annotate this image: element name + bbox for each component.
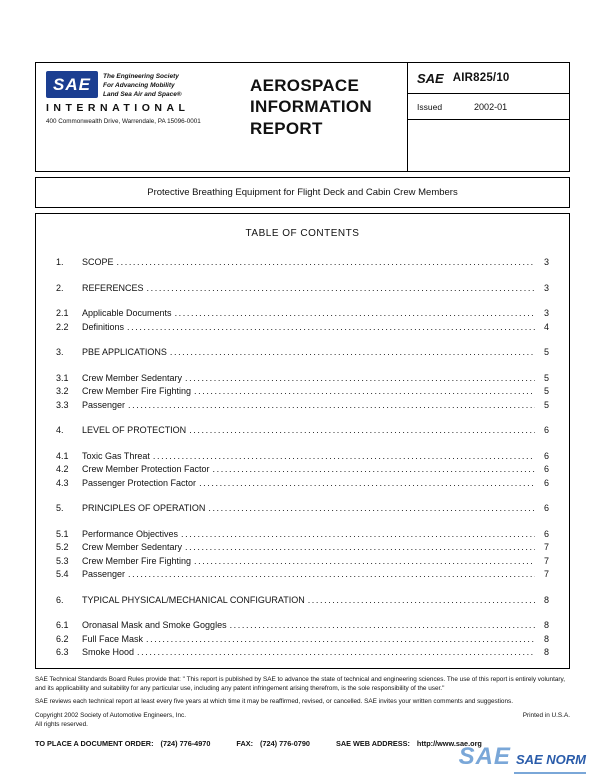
toc-entry-number: 5. [56, 503, 64, 513]
toc-entry-label: Oronasal Mask and Smoke Goggles [82, 620, 227, 630]
fax-number: (724) 776-0790 [260, 739, 310, 749]
sae-norm-mark-icon: SAE [458, 743, 511, 770]
toc-group [56, 424, 549, 438]
toc-entry [56, 424, 549, 438]
issued-label: Issued [417, 101, 443, 112]
toc-group [56, 282, 549, 296]
sae-logo-icon [46, 71, 98, 98]
toc-entry-number: 6. [56, 594, 64, 605]
document-content [35, 62, 570, 669]
toc-entry-number: 6.3 [56, 647, 69, 657]
toc-dot-leader [199, 477, 535, 491]
toc-entry [56, 568, 549, 582]
toc-entry-label: Performance Objectives [82, 528, 179, 539]
toc-group [56, 594, 549, 608]
toc-entry-page: 6 [543, 425, 549, 435]
toc-group [56, 619, 549, 660]
toc-entry-number: 5.3 [56, 555, 69, 566]
toc-entry [56, 477, 549, 491]
toc-entry-number: 2. [56, 282, 64, 293]
toc-entry [56, 399, 549, 413]
table-of-contents [35, 213, 570, 669]
toc-entry [56, 450, 549, 464]
toc-entry-page: 4 [543, 321, 549, 332]
toc-entry [56, 256, 549, 270]
toc-entry-page: 5 [543, 386, 549, 396]
web-label: SAE WEB ADDRESS: [335, 739, 410, 749]
toc-dot-leader [127, 321, 535, 335]
sae-norm-underline [514, 772, 586, 774]
toc-group [56, 450, 549, 491]
tagline-line: The Engineering Society [103, 73, 179, 80]
publisher-address: 400 Commonwealth Drive, Warrendale, PA 15096-0001 [46, 118, 201, 126]
toc-entry [56, 619, 549, 633]
toc-entry-page: 7 [543, 569, 549, 579]
toc-entry-number: 3.1 [56, 372, 69, 383]
toc-entry [56, 307, 549, 321]
toc-group [56, 256, 549, 270]
toc-dot-leader [230, 619, 535, 633]
document-number-box [408, 63, 569, 94]
document-type-block [232, 63, 407, 171]
toc-entry [56, 385, 549, 399]
toc-group [56, 307, 549, 334]
toc-entry-label: Definitions [82, 321, 125, 332]
toc-entry-number: 5.4 [56, 569, 69, 579]
toc-entry-page: 6 [543, 450, 549, 461]
toc-entry-label: Crew Member Sedentary [82, 372, 183, 383]
toc-dot-leader [185, 541, 535, 555]
toc-entry-page: 5 [543, 347, 549, 357]
toc-entry-label: Applicable Documents [82, 308, 172, 318]
toc-entry-page: 3 [543, 308, 549, 318]
toc-entry-page: 3 [543, 282, 549, 293]
toc-entry-number: 6.2 [56, 633, 69, 644]
rights-line: All rights reserved. [35, 720, 88, 728]
toc-entry-number: 4.1 [56, 450, 69, 461]
toc-entry-label: Crew Member Fire Fighting [82, 386, 192, 396]
toc-entry-number: 2.1 [56, 308, 69, 318]
toc-entry [56, 321, 549, 335]
publisher-logo-row [46, 71, 228, 99]
toc-entry-page: 6 [543, 464, 549, 474]
toc-entry-page: 8 [543, 647, 549, 657]
legal-notice-1: SAE Technical Standards Board Rules provide that: " This report is published by SAE to advance the state of technical and engineering sciences. The use of this report is entirely voluntary, and its applicability and suitability for any particular use, including any patent infringement arising therefrom, is the sole responsibility of the user." [35, 676, 566, 692]
toc-dot-leader [146, 633, 535, 647]
document-type-line: AEROSPACE [250, 76, 360, 95]
publisher-international: INTERNATIONAL [46, 102, 190, 115]
toc-entry-label: REFERENCES [82, 282, 144, 293]
toc-entry-label: PBE APPLICATIONS [82, 347, 167, 357]
toc-entry [56, 646, 549, 660]
toc-entry-label: Toxic Gas Threat [82, 450, 150, 461]
toc-entry-label: Passenger [82, 569, 126, 579]
toc-entry [56, 594, 549, 608]
toc-dot-leader [175, 307, 535, 321]
tagline-line: For Advancing Mobility [103, 82, 175, 90]
toc-entry [56, 346, 549, 360]
toc-group [56, 346, 549, 360]
toc-entry-label: TYPICAL PHYSICAL/MECHANICAL CONFIGURATION [82, 594, 305, 605]
toc-entry [56, 555, 549, 569]
toc-dot-leader [147, 282, 535, 296]
toc-dot-leader [117, 256, 535, 270]
document-number: AIR825/10 [452, 72, 510, 84]
document-type-line: INFORMATION [250, 97, 372, 117]
publisher-tagline [103, 71, 182, 99]
order-phone: (724) 776-4970 [160, 739, 211, 749]
toc-entry-label: PRINCIPLES OF OPERATION [82, 503, 206, 513]
toc-entry [56, 633, 549, 647]
toc-dot-leader [308, 594, 535, 608]
toc-group [56, 502, 549, 516]
document-type-line: REPORT [250, 118, 323, 138]
toc-entry-label: SCOPE [82, 257, 114, 267]
toc-entry-number: 4.3 [56, 477, 69, 488]
toc-dot-leader [208, 502, 535, 516]
sae-logo-text: SAE [53, 74, 91, 94]
toc-entry-page: 6 [543, 477, 549, 488]
toc-entry-number: 1. [56, 257, 64, 267]
toc-entry-page: 6 [543, 528, 549, 539]
toc-entry-number: 5.1 [56, 528, 69, 539]
toc-entry-page: 5 [543, 372, 549, 383]
toc-entry-number: 4.2 [56, 464, 69, 474]
sae-norm-logo-row [459, 745, 586, 769]
toc-entry-label: Full Face Mask [82, 633, 144, 644]
toc-dot-leader [194, 385, 535, 399]
toc-entry-page: 8 [543, 633, 549, 644]
issued-date: 2002-01 [474, 101, 508, 112]
toc-entry-number: 3.3 [56, 399, 69, 410]
toc-entry [56, 372, 549, 386]
toc-entry [56, 502, 549, 516]
toc-list [56, 256, 549, 660]
toc-entry-number: 2.2 [56, 321, 69, 332]
toc-entry-label: Crew Member Protection Factor [82, 464, 210, 474]
doc-number-sae-mark: SAE [417, 70, 444, 86]
document-number-block [407, 63, 569, 171]
toc-entry-label: Passenger Protection Factor [82, 477, 197, 488]
toc-entry-page: 7 [543, 542, 549, 552]
toc-dot-leader [128, 568, 535, 582]
toc-group [56, 528, 549, 582]
sae-norm-logo [459, 745, 586, 774]
tagline-line: Land Sea Air and Space® [103, 91, 182, 99]
toc-entry-page: 3 [543, 257, 549, 267]
toc-dot-leader [128, 399, 535, 413]
toc-dot-leader [194, 555, 535, 569]
toc-group [56, 372, 549, 413]
toc-entry-label: Crew Member Sedentary [82, 542, 183, 552]
toc-entry [56, 463, 549, 477]
revision-empty-cell [408, 120, 569, 171]
toc-dot-leader [189, 424, 535, 438]
fax-label: FAX: [236, 739, 254, 749]
toc-entry [56, 528, 549, 542]
toc-entry-page: 8 [543, 594, 549, 605]
toc-entry-label: LEVEL OF PROTECTION [82, 425, 187, 435]
toc-entry [56, 541, 549, 555]
web-url[interactable]: http://www.sae.org [416, 739, 482, 749]
toc-entry-page: 7 [543, 555, 549, 566]
legal-notice-2: SAE reviews each technical report at least every five years at which time it may be reaffirmed, revised, or cancelled. SAE invites your written comments and suggestions. [35, 698, 513, 706]
toc-dot-leader [213, 463, 535, 477]
document-title-bar [35, 177, 570, 208]
toc-dot-leader [181, 528, 535, 542]
toc-entry-number: 4. [56, 425, 64, 435]
publisher-block [36, 63, 232, 171]
document-footer [35, 676, 570, 749]
toc-entry [56, 282, 549, 296]
document-header [35, 62, 570, 172]
printed-in: Printed in U.S.A. [522, 711, 570, 719]
document-title: Protective Breathing Equipment for Flight Deck and Cabin Crew Members [147, 187, 458, 198]
toc-entry-page: 8 [543, 620, 549, 630]
order-label: TO PLACE A DOCUMENT ORDER: [35, 739, 154, 749]
toc-entry-label: Crew Member Fire Fighting [82, 555, 192, 566]
toc-dot-leader [170, 346, 535, 360]
toc-entry-number: 6.1 [56, 620, 69, 630]
sae-norm-text: SAE NORM [515, 752, 586, 767]
toc-entry-number: 3.2 [56, 386, 69, 396]
copyright-block [35, 712, 186, 729]
toc-dot-leader [185, 372, 535, 386]
toc-entry-label: Passenger [82, 399, 126, 410]
toc-heading: TABLE OF CONTENTS [245, 228, 360, 239]
toc-dot-leader [137, 646, 535, 660]
toc-entry-number: 3. [56, 347, 64, 357]
toc-dot-leader [153, 450, 535, 464]
toc-entry-number: 5.2 [56, 542, 69, 552]
copyright-row [35, 712, 570, 729]
toc-entry-page: 5 [543, 399, 549, 410]
toc-entry-page: 6 [543, 503, 549, 513]
toc-entry-label: Smoke Hood [82, 647, 135, 657]
issued-row [408, 94, 569, 120]
copyright-line: Copyright 2002 Society of Automotive Engineers, Inc. [35, 711, 186, 719]
